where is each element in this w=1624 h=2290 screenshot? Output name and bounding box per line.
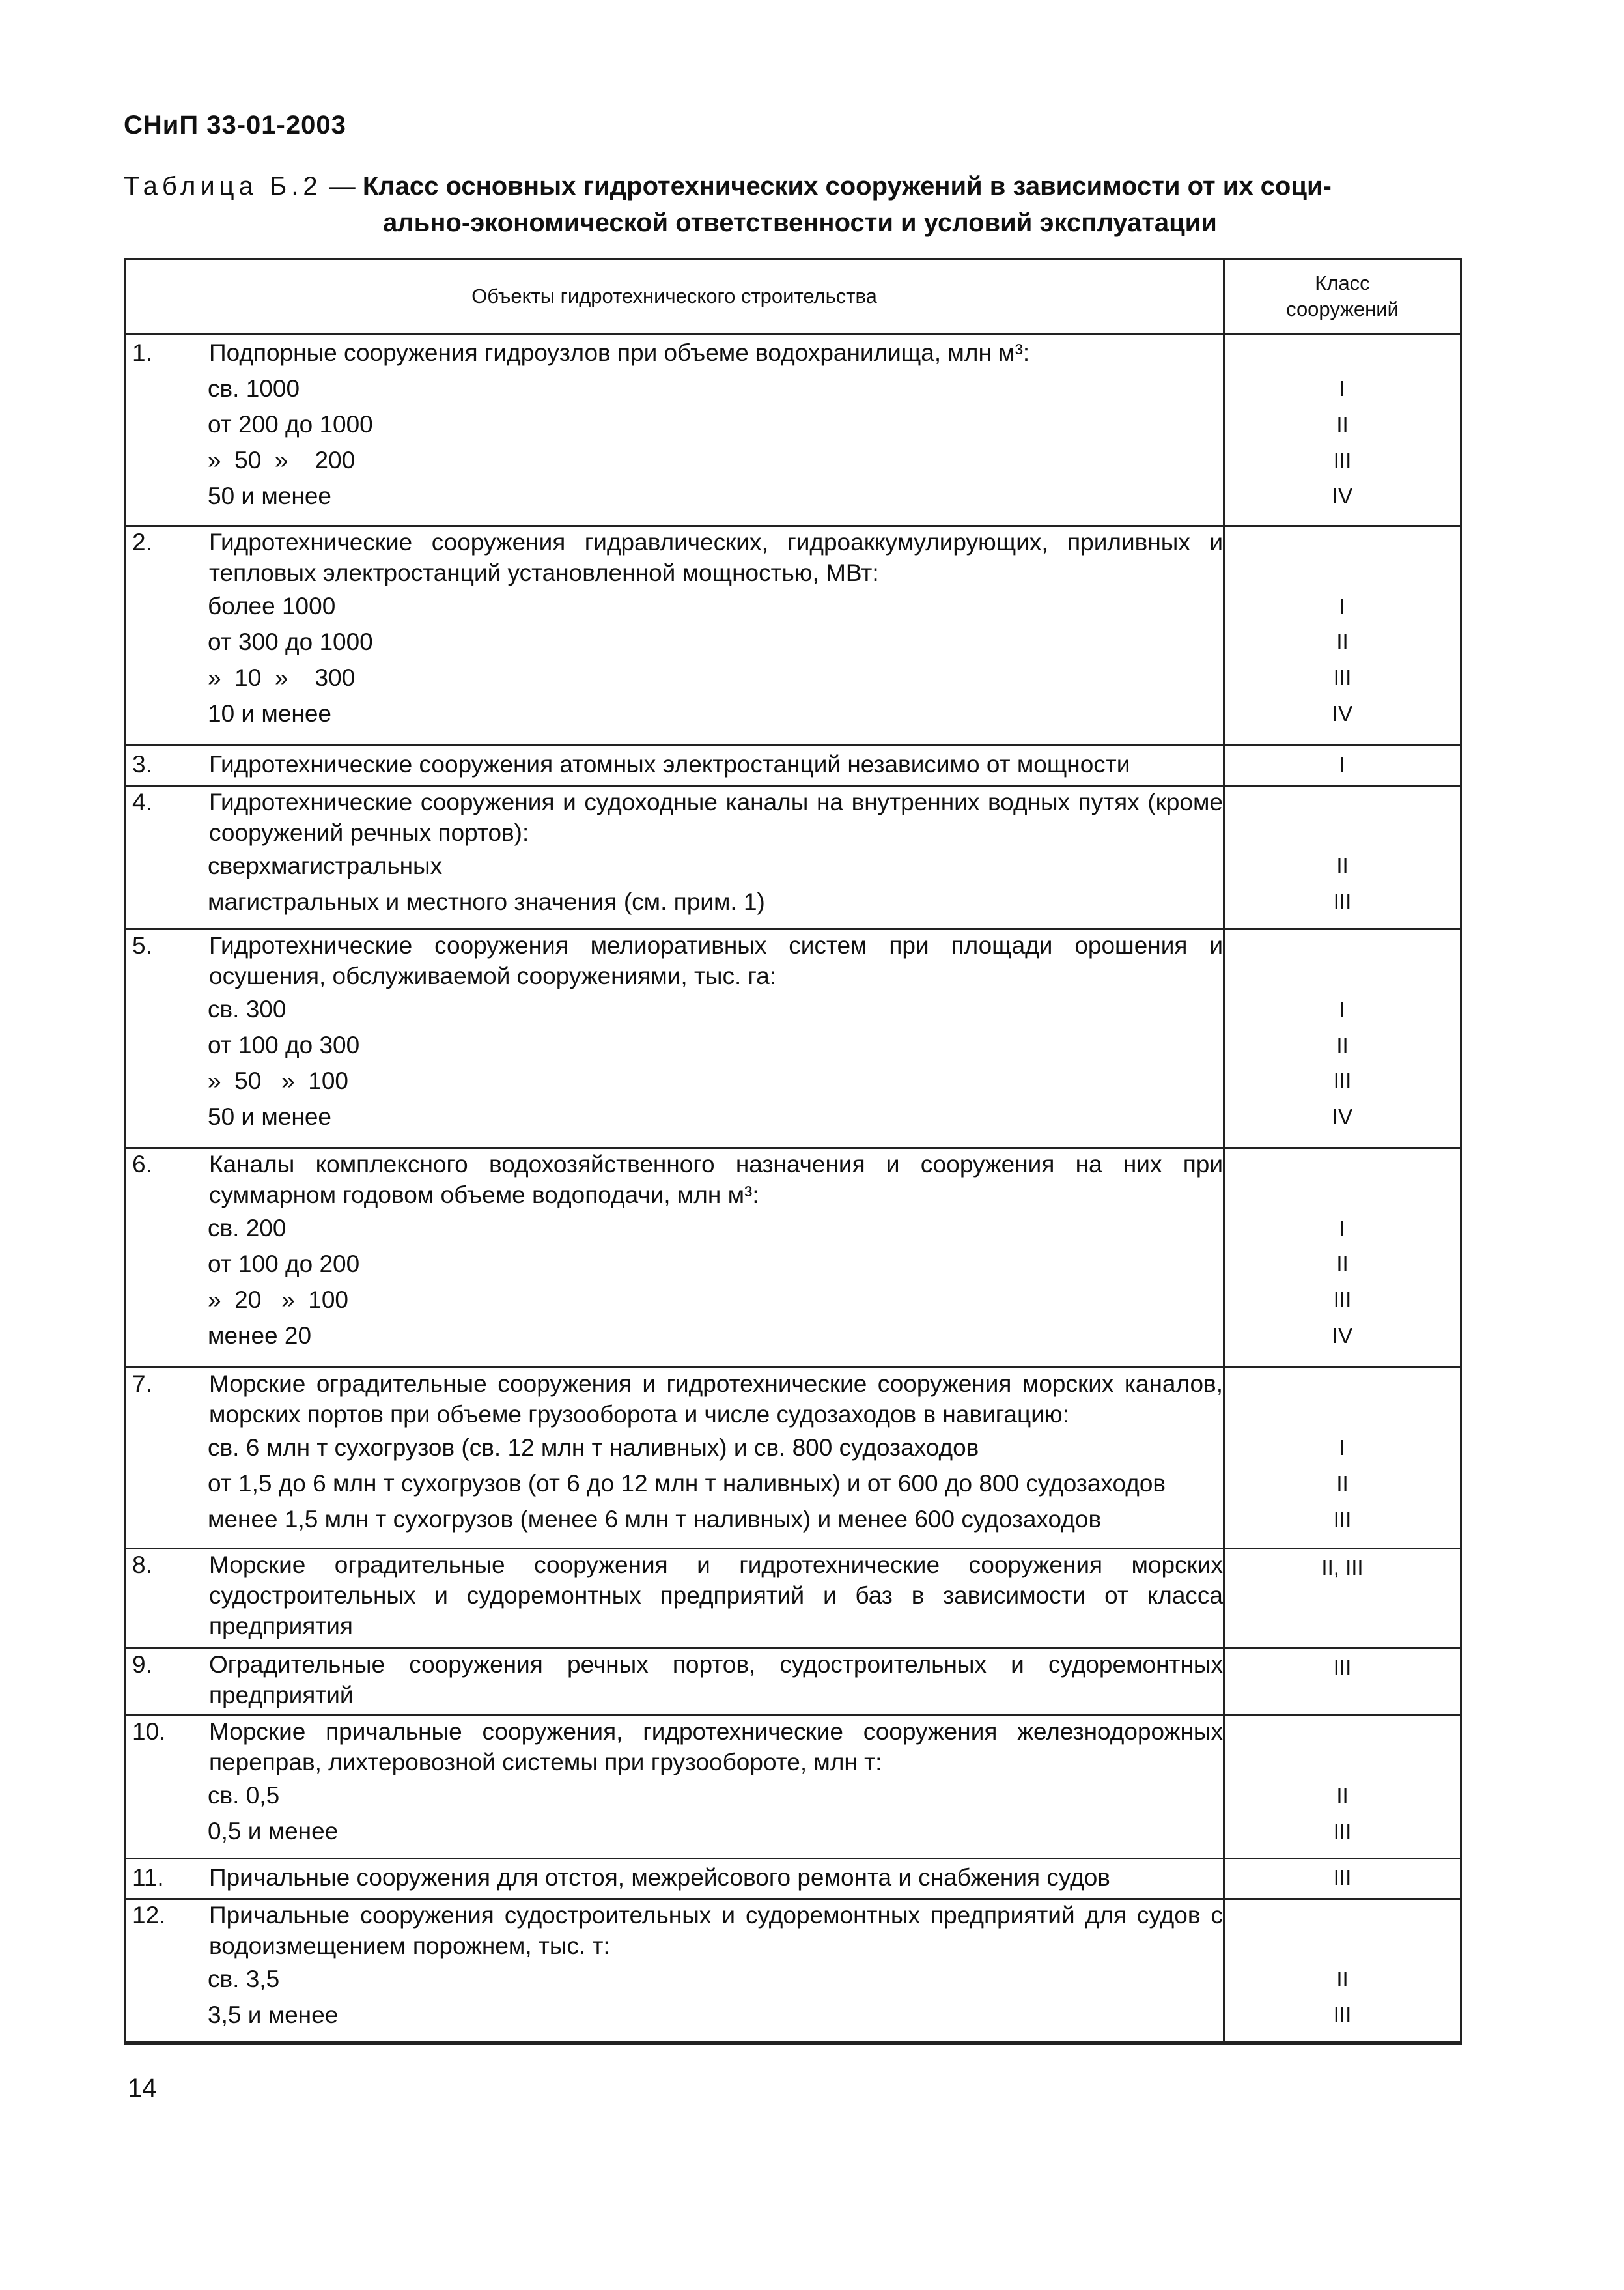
class-cell <box>1224 1648 1461 1716</box>
sub-item: св. 200 <box>208 1215 287 1242</box>
item-text: Причальные сооружения судостроительных и судоремонтных предприятий для судов с водоизмещением порожнем, тыс. т: <box>209 1901 1223 1959</box>
table-caption-title-line2: ально-экономической ответственности и условий эксплуатации <box>383 208 1217 237</box>
class-cell <box>1224 1859 1461 1899</box>
item-number: 10. <box>132 1718 166 1746</box>
item-number: 4. <box>132 788 152 815</box>
class-value: IV <box>1332 484 1353 508</box>
item-title <box>126 1549 1223 1641</box>
class-value: III <box>1333 1655 1352 1680</box>
sub-item: сверхмагистральных <box>208 852 443 879</box>
class-value: II, III <box>1321 1555 1364 1580</box>
sub-item: от 300 до 1000 <box>208 629 373 656</box>
object-cell <box>125 1859 1224 1899</box>
sub-item: 50 и менее <box>208 483 331 509</box>
item-title <box>126 1649 1223 1710</box>
sub-item: менее 1,5 млн т сухогрузов (менее 6 млн т наливных) и менее 600 судозаходов <box>208 1506 1102 1533</box>
table-caption <box>124 168 1465 241</box>
object-cell <box>125 1368 1224 1549</box>
sub-item: » 20 » 100 <box>208 1286 349 1314</box>
class-cell <box>1224 1899 1461 2042</box>
item-title <box>126 335 1223 371</box>
filler-cell <box>125 2042 1224 2044</box>
table-header-row <box>125 259 1461 334</box>
class-value: I <box>1339 1216 1346 1241</box>
sub-item: 10 и менее <box>208 700 331 728</box>
object-cell <box>125 929 1224 1148</box>
object-cell <box>125 746 1224 786</box>
class-cell <box>1224 1716 1461 1859</box>
class-value: III <box>1333 666 1352 690</box>
class-value: II <box>1336 630 1349 655</box>
table-row <box>125 1716 1461 1859</box>
sub-item: св. 0,5 <box>208 1782 280 1809</box>
table-caption-dash: — <box>329 172 356 201</box>
item-number: 8. <box>132 1551 152 1579</box>
sub-item: » 10 » 300 <box>208 664 356 692</box>
item-text: Гидротехнические сооружения гидравлических, гидроаккумулирующих, приливных и тепловых электростанций установленной мощностью, МВт: <box>209 529 1223 587</box>
item-number: 1. <box>132 339 152 366</box>
table-body <box>125 334 1461 2044</box>
item-text: Морские причальные сооружения, гидротехнические сооружения железнодорожных переправ, лихтеровозной системы при грузообороте, млн т: <box>209 1718 1223 1776</box>
sub-item: магистральных и местного значения (см. прим. 1) <box>208 888 765 915</box>
class-value: III <box>1333 2002 1352 2027</box>
item-text: Подпорные сооружения гидроузлов при объеме водохранилища, млн м³: <box>209 339 1030 366</box>
item-number: 6. <box>132 1151 152 1178</box>
sub-item: от 100 до 300 <box>208 1031 360 1058</box>
item-title <box>126 1716 1223 1777</box>
table-row <box>125 746 1461 786</box>
class-value: II <box>1336 412 1349 436</box>
class-value: II <box>1336 1783 1349 1808</box>
class-value: III <box>1333 889 1352 914</box>
object-cell <box>125 334 1224 526</box>
sub-item: » 50 » 200 <box>208 447 356 474</box>
header-class-line2: сооружений <box>1286 298 1399 320</box>
class-value: II <box>1336 1966 1349 1991</box>
class-value: II <box>1336 853 1349 878</box>
item-title <box>126 746 1223 782</box>
class-value: I <box>1339 997 1346 1021</box>
class-value: III <box>1333 1819 1352 1844</box>
item-number: 5. <box>132 931 152 959</box>
item-number: 11. <box>132 1864 164 1891</box>
table-row <box>125 1148 1461 1368</box>
class-cell <box>1224 1549 1461 1648</box>
object-cell <box>125 1148 1224 1368</box>
item-title <box>126 1149 1223 1210</box>
class-cell <box>1224 334 1461 526</box>
item-text: Морские оградительные сооружения и гидротехнические сооружения морских каналов, морских портов при объеме грузооборота и числе судозаходов в навигацию: <box>209 1370 1223 1428</box>
item-text: Морские оградительные сооружения и гидротехнические сооружения морских судостроительных и судоремонтных предприятий и баз в зависимости от класса предприятия <box>209 1551 1223 1640</box>
item-text: Гидротехнические сооружения атомных электростанций независимо от мощности <box>209 751 1130 778</box>
class-cell <box>1224 526 1461 746</box>
table-row <box>125 526 1461 746</box>
item-title <box>126 787 1223 848</box>
class-cell <box>1224 785 1461 929</box>
class-value: I <box>1339 1435 1346 1460</box>
class-value: III <box>1333 1068 1352 1093</box>
table-row <box>125 1859 1461 1899</box>
class-cell <box>1224 746 1461 786</box>
sub-item: от 100 до 200 <box>208 1251 360 1278</box>
page-number: 14 <box>128 2074 157 2102</box>
sub-item: 3,5 и менее <box>208 2001 339 2028</box>
sub-item: менее 20 <box>208 1322 312 1350</box>
item-text: Гидротехнические сооружения мелиоративных систем при площади орошения и осушения, обслуживаемой сооружениями, тыс. га: <box>209 931 1223 989</box>
object-cell <box>125 1549 1224 1648</box>
class-value: III <box>1333 1865 1352 1890</box>
item-title <box>126 1859 1223 1895</box>
class-value: III <box>1333 1288 1352 1312</box>
item-title <box>126 527 1223 588</box>
class-value: I <box>1339 376 1346 401</box>
class-cell <box>1224 1368 1461 1549</box>
object-cell <box>125 785 1224 929</box>
item-number: 9. <box>132 1651 152 1678</box>
header-objects: Объекты гидротехнического строительства <box>125 259 1224 334</box>
item-text: Причальные сооружения для отстоя, межрейсового ремонта и снабжения судов <box>209 1864 1110 1891</box>
item-title <box>126 1900 1223 1961</box>
item-title <box>126 1368 1223 1430</box>
sub-item: св. 3,5 <box>208 1965 280 1992</box>
item-title <box>126 930 1223 991</box>
class-cell <box>1224 1148 1461 1368</box>
classification-table <box>124 258 1462 2045</box>
sub-item: 0,5 и менее <box>208 1818 339 1845</box>
sub-item: от 200 до 1000 <box>208 411 373 438</box>
table-filler-row <box>125 2042 1461 2044</box>
filler-cell <box>1224 2042 1461 2044</box>
table-row <box>125 1899 1461 2042</box>
sub-item: св. 6 млн т сухогрузов (св. 12 млн т наливных) и св. 800 судозаходов <box>208 1434 979 1462</box>
item-text: Каналы комплексного водохозяйственного назначения и сооружения на них при суммарном годовом объеме водоподачи, млн м³: <box>209 1151 1223 1209</box>
table-row <box>125 334 1461 526</box>
sub-item: 50 и менее <box>208 1103 331 1130</box>
table-row <box>125 929 1461 1148</box>
object-cell <box>125 1648 1224 1716</box>
class-value: IV <box>1332 1104 1353 1129</box>
class-value: I <box>1339 752 1346 777</box>
sub-item: более 1000 <box>208 593 336 620</box>
sub-item: » 50 » 100 <box>208 1067 349 1094</box>
sub-item: св. 300 <box>208 995 287 1023</box>
class-value: I <box>1339 594 1346 619</box>
object-cell <box>125 1716 1224 1859</box>
table-caption-title-line1: Класс основных гидротехнических сооружений в зависимости от их соци- <box>362 172 1332 201</box>
class-value: IV <box>1332 1323 1353 1348</box>
item-text: Гидротехнические сооружения и судоходные каналы на внутренних водных путях (кроме сооружений речных портов): <box>209 788 1223 846</box>
item-number: 7. <box>132 1370 152 1398</box>
class-cell <box>1224 929 1461 1148</box>
class-value: II <box>1336 1032 1349 1057</box>
table-row <box>125 1549 1461 1648</box>
table-caption-prefix: Таблица Б.2 <box>124 172 322 201</box>
sub-item: св. 1000 <box>208 375 300 402</box>
class-value: II <box>1336 1252 1349 1277</box>
item-number: 3. <box>132 751 152 778</box>
table-row <box>125 1648 1461 1716</box>
class-value: IV <box>1332 701 1353 726</box>
class-value: III <box>1333 1507 1352 1532</box>
header-class <box>1224 259 1461 334</box>
class-value: II <box>1336 1471 1349 1496</box>
object-cell <box>125 1899 1224 2042</box>
class-value: III <box>1333 448 1352 472</box>
table-row <box>125 1368 1461 1549</box>
header-class-line1: Класс <box>1315 272 1370 294</box>
item-number: 12. <box>132 1901 166 1929</box>
object-cell <box>125 526 1224 746</box>
item-number: 2. <box>132 529 152 556</box>
item-text: Оградительные сооружения речных портов, судостроительных и судоремонтных предприятий <box>209 1651 1223 1709</box>
sub-item: от 1,5 до 6 млн т сухогрузов (от 6 до 12 млн т наливных) и от 600 до 800 судозаходов <box>208 1470 1166 1497</box>
table-row <box>125 785 1461 929</box>
document-code: СНиП 33-01-2003 <box>124 111 346 139</box>
